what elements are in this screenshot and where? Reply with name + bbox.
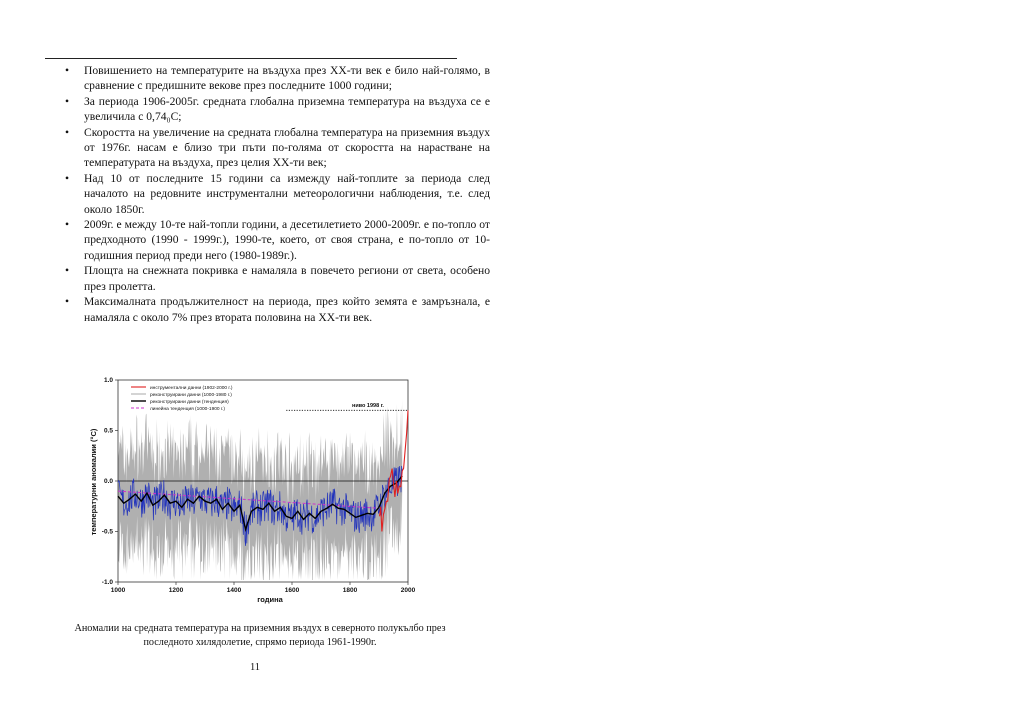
y-tick-label: -1.0 <box>101 579 113 587</box>
x-tick-label: 2000 <box>400 587 416 594</box>
page-number: 11 <box>249 662 261 673</box>
bullet-text: Скоростта на увеличение на средната глобална температура на приземния въздух от 1976г. насам е близо три пъти по-голяма от скоростта на нарастване на температурата на въздуха, през целия ХХ-ти век; <box>84 125 490 170</box>
y-tick-label: -0.5 <box>101 528 113 536</box>
bullet-icon: • <box>64 94 70 108</box>
bullet-text: Над 10 от последните 15 години са измежду най-топлите за периода след началото на редовните инструментални метеорологични наблюдения, т.е. след около 1850г. <box>84 171 490 216</box>
x-tick-label: 1200 <box>168 587 184 594</box>
bullet-text: Повишението на температурите на въздуха през ХХ-ти век е било най-голямо, в сравнение с предишните векове през последните 1000 години; <box>84 64 490 93</box>
legend-label: реконструирани данни (1000-1980 г.) <box>150 392 232 398</box>
legend-label: реконструирани данни (тенденция) <box>150 399 229 405</box>
bullet-list <box>60 63 490 325</box>
bullet-item <box>60 125 490 171</box>
x-tick-label: 1600 <box>284 587 300 594</box>
bullet-icon: • <box>64 64 70 77</box>
x-tick-label: 1800 <box>342 587 358 594</box>
y-tick-label: 0.5 <box>103 427 113 435</box>
bullet-item <box>60 294 490 325</box>
x-tick-label: 1000 <box>110 587 126 594</box>
bullet-item <box>60 263 490 294</box>
legend-label: инструментални данни (1902-2000 г.) <box>150 385 233 391</box>
temperature-anomaly-chart <box>86 370 426 606</box>
bullet-text: Площта на снежната покривка е намаляла в повечето региони от света, особено през пролетта. <box>84 264 490 293</box>
y-tick-label: 1.0 <box>103 377 113 385</box>
y-axis-label: температурни аномалии (°С) <box>89 428 98 536</box>
annotation-1998-level: ниво 1998 г. <box>352 403 384 409</box>
bullet-item <box>60 171 490 217</box>
bullet-item <box>60 217 490 263</box>
bullet-text: Максималната продължителност на периода, през който земята е замръзнала, е намаляла с около 7% през втората половина на ХХ-ти век. <box>84 295 490 324</box>
top-rule <box>45 58 457 59</box>
bullet-icon: • <box>64 295 70 309</box>
caption-line-1: Аномалии на средната температура на приземния въздух в северното полукълбо през <box>74 623 446 634</box>
bullet-item <box>60 94 490 125</box>
bullet-icon: • <box>64 171 70 185</box>
caption-line-2: последното хилядолетие, спрямо периода 1961-1990г. <box>143 637 377 648</box>
legend-label: линейна тенденция (1000-1900 г.) <box>150 406 226 412</box>
bullet-icon: • <box>64 125 70 139</box>
x-tick-label: 1400 <box>226 587 242 594</box>
figure-caption <box>40 622 480 650</box>
y-tick-label: 0.0 <box>103 478 113 486</box>
x-axis-label: година <box>257 595 283 604</box>
bullet-item <box>60 63 490 94</box>
bullet-text: 2009г. е между 10-те най-топли години, а десетилетието 2000-2009г. е по-топло от предходното (1990 - 1999г.), 1990-те, което, от своя страна, е по-топло от 10-годишния период преди него (1980-1989г.). <box>84 218 490 262</box>
bullet-icon: • <box>64 218 70 232</box>
bullet-icon: • <box>64 264 70 278</box>
bullet-text: За периода 1906-2005г. средната глобална приземна температура на въздуха се е увеличила с 0,74₀С; <box>84 94 490 124</box>
